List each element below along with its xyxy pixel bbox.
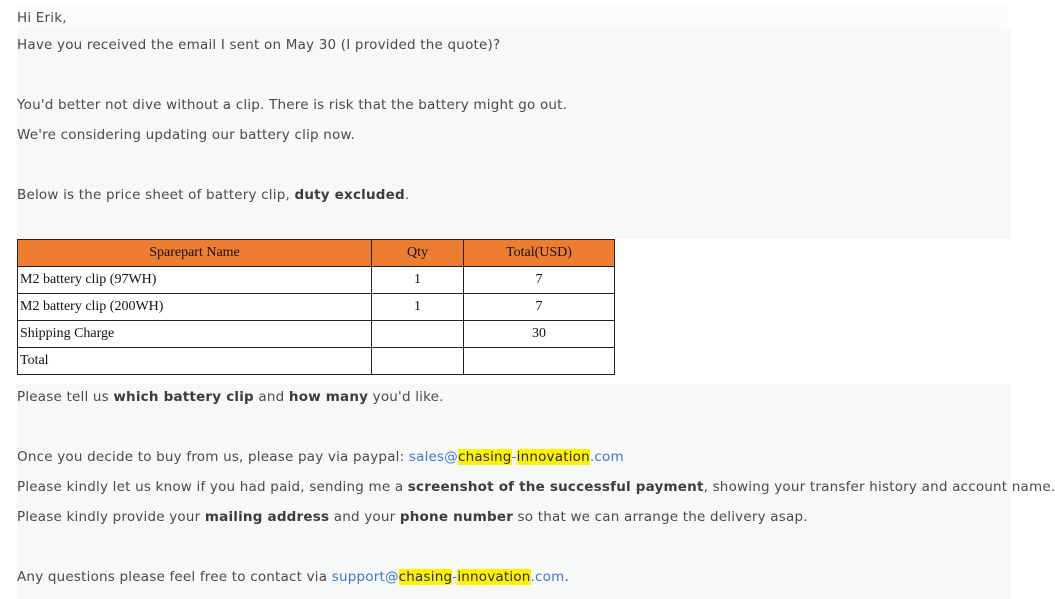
paragraph-updating: We're considering updating our battery clip now.: [17, 127, 355, 143]
link-text: -: [452, 569, 458, 585]
bold-text: screenshot of the successful payment: [407, 479, 704, 495]
link-text: support@: [331, 569, 399, 585]
paragraph-mailing-address: [17, 508, 808, 526]
cell-qty: [372, 321, 464, 348]
cell-qty: 1: [372, 294, 464, 321]
table-row: [18, 267, 615, 294]
text: and: [253, 389, 289, 405]
table-header-row: [18, 240, 615, 267]
header-sparepart-name: Sparepart Name: [18, 240, 372, 267]
paragraph-paypal: [17, 448, 624, 466]
cell-name: Total: [18, 348, 372, 375]
text: .: [564, 569, 569, 585]
paragraph-quote-question: Have you received the email I sent on May 30 (I provided the quote)?: [17, 37, 501, 53]
bold-text: which battery clip: [113, 389, 254, 405]
cell-total: 30: [464, 321, 615, 348]
text: so that we can arrange the delivery asap.: [513, 509, 808, 525]
price-table: [17, 239, 615, 375]
header-total: Total(USD): [464, 240, 615, 267]
table-row: [18, 294, 615, 321]
text: Please tell us: [17, 389, 114, 405]
paragraph-contact: [17, 568, 569, 586]
text: Any questions please feel free to contact via: [17, 569, 332, 585]
text: you'd like.: [368, 389, 444, 405]
table-row: [18, 321, 615, 348]
bold-text: mailing address: [204, 509, 330, 525]
highlighted-text: chasing: [398, 569, 453, 585]
highlighted-text: innovation: [457, 569, 531, 585]
header-qty: Qty: [372, 240, 464, 267]
support-email-link[interactable]: [332, 569, 565, 585]
cell-total: [464, 348, 615, 375]
link-text: .com: [589, 449, 624, 465]
bold-text: how many: [288, 389, 369, 405]
link-text: .com: [530, 569, 565, 585]
background-band: [17, 3, 1007, 29]
paragraph-payment-confirmation: [17, 478, 1055, 496]
cell-total: 7: [464, 267, 615, 294]
link-text: -: [511, 449, 517, 465]
cell-total: 7: [464, 294, 615, 321]
paragraph-which-clip: [17, 388, 444, 406]
text: Please kindly let us know if you had paid, sending me a: [17, 479, 408, 495]
sales-email-link[interactable]: [409, 449, 624, 465]
paragraph-price-sheet: [17, 186, 409, 204]
bold-text: duty excluded: [294, 187, 405, 203]
highlighted-text: chasing: [457, 449, 512, 465]
text: .: [404, 187, 410, 203]
link-text: sales@: [408, 449, 458, 465]
cell-name: M2 battery clip (200WH): [18, 294, 372, 321]
cell-qty: 1: [372, 267, 464, 294]
greeting: Hi Erik,: [17, 10, 67, 26]
table-row: [18, 348, 615, 375]
text: Below is the price sheet of battery clip,: [17, 187, 295, 203]
text: Once you decide to buy from us, please pay via paypal:: [17, 449, 409, 465]
cell-name: Shipping Charge: [18, 321, 372, 348]
text: and your: [329, 509, 400, 525]
text: Please kindly provide your: [17, 509, 205, 525]
cell-name: M2 battery clip (97WH): [18, 267, 372, 294]
highlighted-text: innovation: [516, 449, 590, 465]
bold-text: phone number: [399, 509, 514, 525]
text: , showing your transfer history and account name.: [703, 479, 1055, 495]
cell-qty: [372, 348, 464, 375]
paragraph-clip-warning: You'd better not dive without a clip. There is risk that the battery might go out.: [17, 97, 568, 113]
